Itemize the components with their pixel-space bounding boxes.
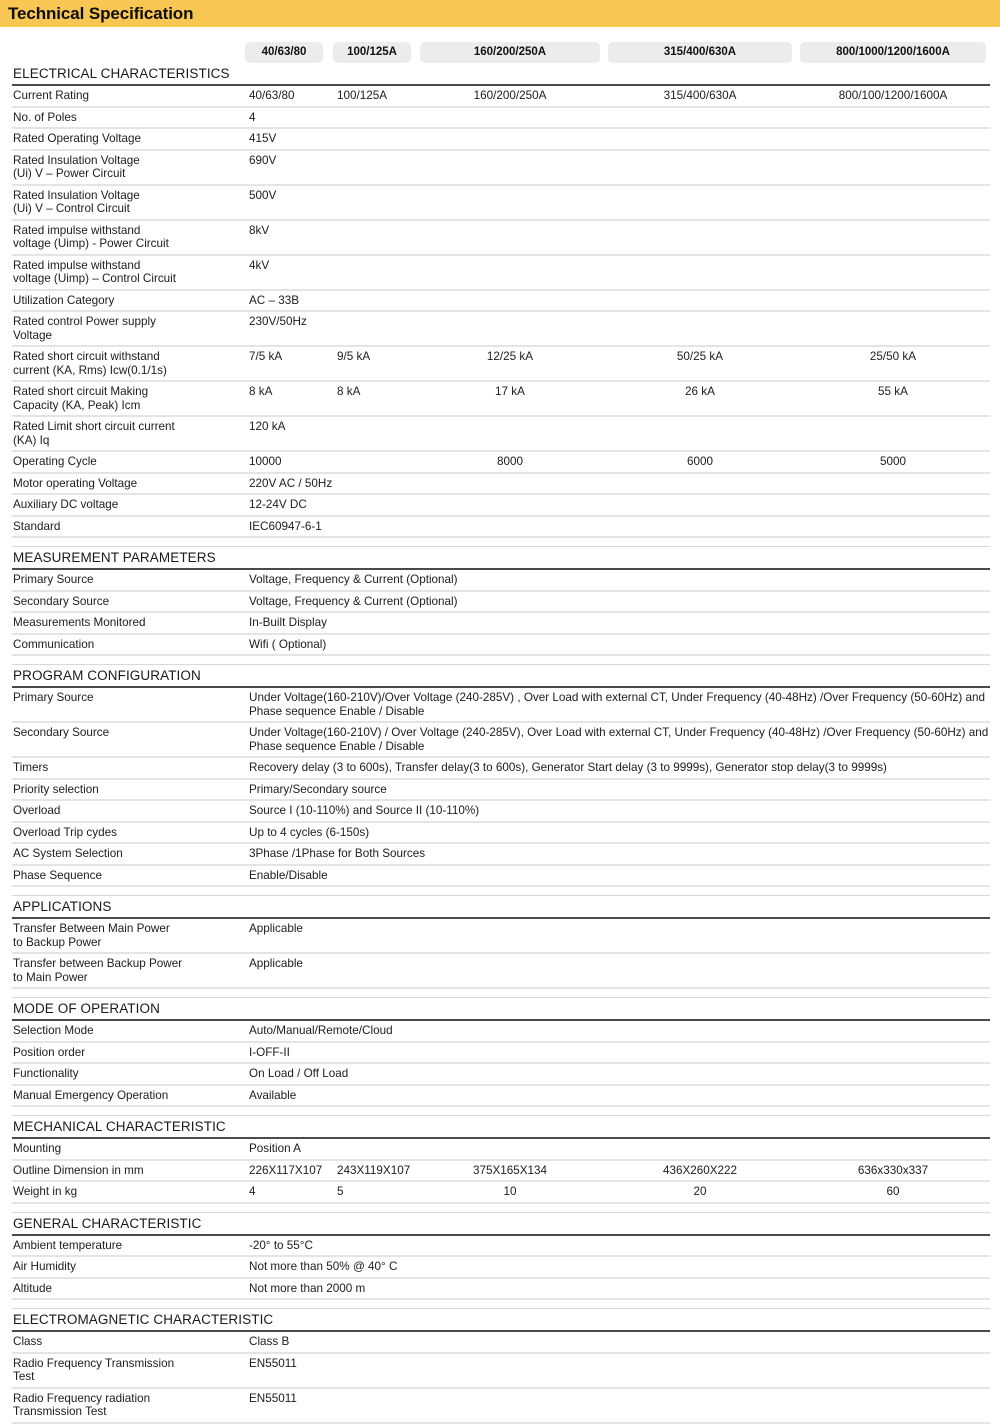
row-value: Up to 4 cycles (6-150s)	[240, 822, 990, 844]
row-value: EN55011	[240, 1388, 990, 1423]
row-label: Measurements Monitored	[12, 612, 240, 634]
row-label: Transfer Between Main Power to Backup Power	[12, 919, 240, 953]
row-label: Weight in kg	[12, 1181, 240, 1203]
section-heading: MODE OF OPERATION	[12, 997, 990, 1021]
column-header-cell-3	[416, 27, 604, 63]
row-label: Manual Emergency Operation	[12, 1085, 240, 1107]
table-row	[12, 953, 990, 988]
row-label: Class	[12, 1332, 240, 1353]
column-header-badge: 40/63/80	[245, 42, 323, 63]
row-label: Rated Operating Voltage	[12, 128, 240, 150]
row-value: 220V AC / 50Hz	[240, 473, 990, 495]
section-gap-cell	[12, 1106, 990, 1115]
row-value: EN55011	[240, 1353, 990, 1388]
row-value: Source I (10-110%) and Source II (10-110%)	[240, 800, 990, 822]
row-label: Radio Frequency radiation Transmission Test	[12, 1388, 240, 1423]
row-label: Timers	[12, 757, 240, 779]
table-row	[12, 1388, 990, 1423]
row-value: Auto/Manual/Remote/Cloud	[240, 1021, 990, 1042]
column-header-cell-2	[328, 27, 416, 63]
row-value-col-1: 8 kA	[240, 381, 328, 416]
row-label: AC System Selection	[12, 843, 240, 865]
table-row	[12, 865, 990, 887]
row-value-col-4: 50/25 kA	[604, 346, 796, 381]
section-heading-row	[12, 997, 990, 1021]
row-value-col-4: 315/400/630A	[604, 86, 796, 107]
section-heading-row	[12, 895, 990, 919]
section-gap	[12, 886, 990, 895]
row-value: Class B	[240, 1332, 990, 1353]
row-value-col-3: 8000	[416, 451, 604, 473]
table-row	[12, 1160, 990, 1182]
table-row	[12, 220, 990, 255]
row-value: Not more than 2000 m	[240, 1278, 990, 1300]
row-value-col-3: 160/200/250A	[416, 86, 604, 107]
table-row	[12, 290, 990, 312]
row-value: 415V	[240, 128, 990, 150]
row-value-col-1: 40/63/80	[240, 86, 328, 107]
section-gap	[12, 537, 990, 546]
row-label: Operating Cycle	[12, 451, 240, 473]
row-value: Applicable	[240, 919, 990, 953]
table-row	[12, 688, 990, 722]
table-row	[12, 779, 990, 801]
row-label: Rated impulse withstand voltage (Uimp) – Control Circuit	[12, 255, 240, 290]
row-label: Utilization Category	[12, 290, 240, 312]
row-value-col-5: 60	[796, 1181, 990, 1203]
section-heading-row	[12, 546, 990, 570]
section-gap	[12, 988, 990, 997]
column-header-cell-5	[796, 27, 990, 63]
row-value-col-2: 100/125A	[328, 86, 416, 107]
row-value: 4kV	[240, 255, 990, 290]
table-row	[12, 757, 990, 779]
row-label: Rated Insulation Voltage (Ui) V – Power Circuit	[12, 150, 240, 185]
table-row	[12, 494, 990, 516]
row-value-col-4: 20	[604, 1181, 796, 1203]
table-row	[12, 1181, 990, 1203]
row-value: On Load / Off Load	[240, 1063, 990, 1085]
section-heading: GENERAL CHARACTERISTIC	[12, 1212, 990, 1236]
table-row	[12, 634, 990, 656]
table-row	[12, 722, 990, 757]
row-value: Under Voltage(160-210V) / Over Voltage (240-285V), Over Load with external CT, Under Frequency (40-48Hz) /Over Frequency (50-60Hz) and Phase sequence Enable / Disable	[240, 722, 990, 757]
row-label: Rated Insulation Voltage (Ui) V – Control Circuit	[12, 185, 240, 220]
row-label: Air Humidity	[12, 1256, 240, 1278]
row-label: Ambient temperature	[12, 1236, 240, 1257]
row-value: Position A	[240, 1139, 990, 1160]
row-value-col-1: 10000	[240, 451, 416, 473]
section-heading-cell	[12, 895, 990, 919]
row-label: Secondary Source	[12, 722, 240, 757]
header-label-spacer	[12, 27, 240, 63]
row-label: Phase Sequence	[12, 865, 240, 887]
row-value-col-2: 243X119X107	[328, 1160, 416, 1182]
row-value: Enable/Disable	[240, 865, 990, 887]
table-row	[12, 843, 990, 865]
section-heading: MECHANICAL CHARACTERISTIC	[12, 1115, 990, 1139]
row-label: Rated short circuit withstand current (KA, Rms) Icw(0.1/1s)	[12, 346, 240, 381]
table-row	[12, 612, 990, 634]
row-value: 8kV	[240, 220, 990, 255]
row-value: In-Built Display	[240, 612, 990, 634]
row-value-col-2: 9/5 kA	[328, 346, 416, 381]
row-label: Auxiliary DC voltage	[12, 494, 240, 516]
row-label: Position order	[12, 1042, 240, 1064]
section-gap-cell	[12, 1299, 990, 1308]
row-value: 4	[240, 107, 990, 129]
section-heading-cell	[12, 1212, 990, 1236]
row-label: Rated short circuit Making Capacity (KA, Peak) Icm	[12, 381, 240, 416]
row-label: Radio Frequency Transmission Test	[12, 1353, 240, 1388]
row-label: Current Rating	[12, 86, 240, 107]
row-label: Rated Limit short circuit current (KA) Iq	[12, 416, 240, 451]
row-label: Rated control Power supply Voltage	[12, 311, 240, 346]
page-title: Technical Specification	[8, 3, 194, 23]
section-heading: PROGRAM CONFIGURATION	[12, 664, 990, 688]
table-row	[12, 128, 990, 150]
row-label: Overload	[12, 800, 240, 822]
table-row	[12, 1042, 990, 1064]
row-value: Under Voltage(160-210V)/Over Voltage (240-285V) , Over Load with external CT, Under Frequency (40-48Hz) /Over Frequency (50-60Hz) and Phase sequence Enable / Disable	[240, 688, 990, 722]
row-value: AC – 33B	[240, 290, 990, 312]
table-row	[12, 1139, 990, 1160]
section-heading: ELECTRICAL CHARACTERISTICS	[12, 63, 990, 86]
column-header-badge: 160/200/250A	[420, 42, 600, 63]
table-row	[12, 1236, 990, 1257]
table-row	[12, 570, 990, 591]
row-label: Motor operating Voltage	[12, 473, 240, 495]
row-value-col-3: 10	[416, 1181, 604, 1203]
row-value-col-4: 26 kA	[604, 381, 796, 416]
column-header-cell-1	[240, 27, 328, 63]
row-value: 230V/50Hz	[240, 311, 990, 346]
table-row	[12, 451, 990, 473]
row-value-col-5: 25/50 kA	[796, 346, 990, 381]
row-label: Mounting	[12, 1139, 240, 1160]
row-label: Functionality	[12, 1063, 240, 1085]
row-label: Communication	[12, 634, 240, 656]
table-row	[12, 1278, 990, 1300]
row-value: Available	[240, 1085, 990, 1107]
section-gap-cell	[12, 655, 990, 664]
specification-table-wrapper	[0, 27, 1000, 1424]
column-header-badge: 100/125A	[333, 42, 411, 63]
table-row	[12, 1353, 990, 1388]
section-heading-cell	[12, 63, 990, 86]
row-value: Not more than 50% @ 40° C	[240, 1256, 990, 1278]
row-value-col-3: 12/25 kA	[416, 346, 604, 381]
page-title-bar	[0, 0, 1000, 27]
row-label: Primary Source	[12, 688, 240, 722]
row-value-col-2: 8 kA	[328, 381, 416, 416]
table-row	[12, 150, 990, 185]
table-row	[12, 1021, 990, 1042]
row-value: 12-24V DC	[240, 494, 990, 516]
row-value: 690V	[240, 150, 990, 185]
row-value-col-2: 5	[328, 1181, 416, 1203]
row-value: 120 kA	[240, 416, 990, 451]
section-gap	[12, 1299, 990, 1308]
row-value-col-5: 636x330x337	[796, 1160, 990, 1182]
section-heading-cell	[12, 664, 990, 688]
row-value: I-OFF-II	[240, 1042, 990, 1064]
row-value: Voltage, Frequency & Current (Optional)	[240, 591, 990, 613]
row-value: Applicable	[240, 953, 990, 988]
table-row	[12, 591, 990, 613]
row-value-col-3: 375X165X134	[416, 1160, 604, 1182]
row-label: Outline Dimension in mm	[12, 1160, 240, 1182]
row-label: No. of Poles	[12, 107, 240, 129]
column-header-row	[12, 27, 990, 63]
section-heading: ELECTROMAGNETIC CHARACTERISTIC	[12, 1308, 990, 1332]
row-value: 3Phase /1Phase for Both Sources	[240, 843, 990, 865]
row-value: Voltage, Frequency & Current (Optional)	[240, 570, 990, 591]
row-value: Recovery delay (3 to 600s), Transfer delay(3 to 600s), Generator Start delay (3 to 9999s), Generator stop delay(3 to 9999s)	[240, 757, 990, 779]
table-row	[12, 381, 990, 416]
row-value-col-4: 6000	[604, 451, 796, 473]
section-heading-row	[12, 63, 990, 86]
table-row	[12, 1085, 990, 1107]
row-value: Wifi ( Optional)	[240, 634, 990, 656]
table-row	[12, 185, 990, 220]
table-row	[12, 473, 990, 495]
row-label: Overload Trip cydes	[12, 822, 240, 844]
table-row	[12, 255, 990, 290]
row-value-col-5: 5000	[796, 451, 990, 473]
row-label: Standard	[12, 516, 240, 538]
row-value-col-5: 55 kA	[796, 381, 990, 416]
section-heading-row	[12, 1115, 990, 1139]
section-gap-cell	[12, 988, 990, 997]
row-value-col-5: 800/100/1200/1600A	[796, 86, 990, 107]
section-heading-row	[12, 664, 990, 688]
row-label: Altitude	[12, 1278, 240, 1300]
table-row	[12, 800, 990, 822]
row-value-col-3: 17 kA	[416, 381, 604, 416]
table-row	[12, 416, 990, 451]
section-gap-cell	[12, 886, 990, 895]
table-row	[12, 1332, 990, 1353]
row-value-col-1: 4	[240, 1181, 328, 1203]
row-value-col-1: 226X117X107	[240, 1160, 328, 1182]
section-gap	[12, 1106, 990, 1115]
table-row	[12, 919, 990, 953]
specification-table	[12, 27, 990, 1424]
column-header-cell-4	[604, 27, 796, 63]
row-label: Secondary Source	[12, 591, 240, 613]
section-heading-cell	[12, 546, 990, 570]
section-heading-cell	[12, 1308, 990, 1332]
column-header-badge: 800/1000/1200/1600A	[800, 42, 986, 63]
table-row	[12, 346, 990, 381]
row-value-col-1: 7/5 kA	[240, 346, 328, 381]
row-value: 500V	[240, 185, 990, 220]
table-row	[12, 1256, 990, 1278]
section-heading-row	[12, 1308, 990, 1332]
section-gap	[12, 655, 990, 664]
section-heading-cell	[12, 1115, 990, 1139]
table-row	[12, 107, 990, 129]
table-row	[12, 516, 990, 538]
section-heading-cell	[12, 997, 990, 1021]
section-heading-row	[12, 1212, 990, 1236]
table-row	[12, 86, 990, 107]
table-row	[12, 822, 990, 844]
row-label: Primary Source	[12, 570, 240, 591]
table-row	[12, 311, 990, 346]
row-value-col-4: 436X260X222	[604, 1160, 796, 1182]
row-label: Selection Mode	[12, 1021, 240, 1042]
section-gap-cell	[12, 1203, 990, 1212]
section-gap	[12, 1203, 990, 1212]
row-label: Rated impulse withstand voltage (Uimp) - Power Circuit	[12, 220, 240, 255]
row-label: Priority selection	[12, 779, 240, 801]
row-label: Transfer between Backup Power to Main Power	[12, 953, 240, 988]
table-row	[12, 1063, 990, 1085]
section-heading: APPLICATIONS	[12, 895, 990, 919]
row-value: -20° to 55°C	[240, 1236, 990, 1257]
section-heading: MEASUREMENT PARAMETERS	[12, 546, 990, 570]
row-value: Primary/Secondary source	[240, 779, 990, 801]
row-value: IEC60947-6-1	[240, 516, 990, 538]
column-header-badge: 315/400/630A	[608, 42, 792, 63]
section-gap-cell	[12, 537, 990, 546]
